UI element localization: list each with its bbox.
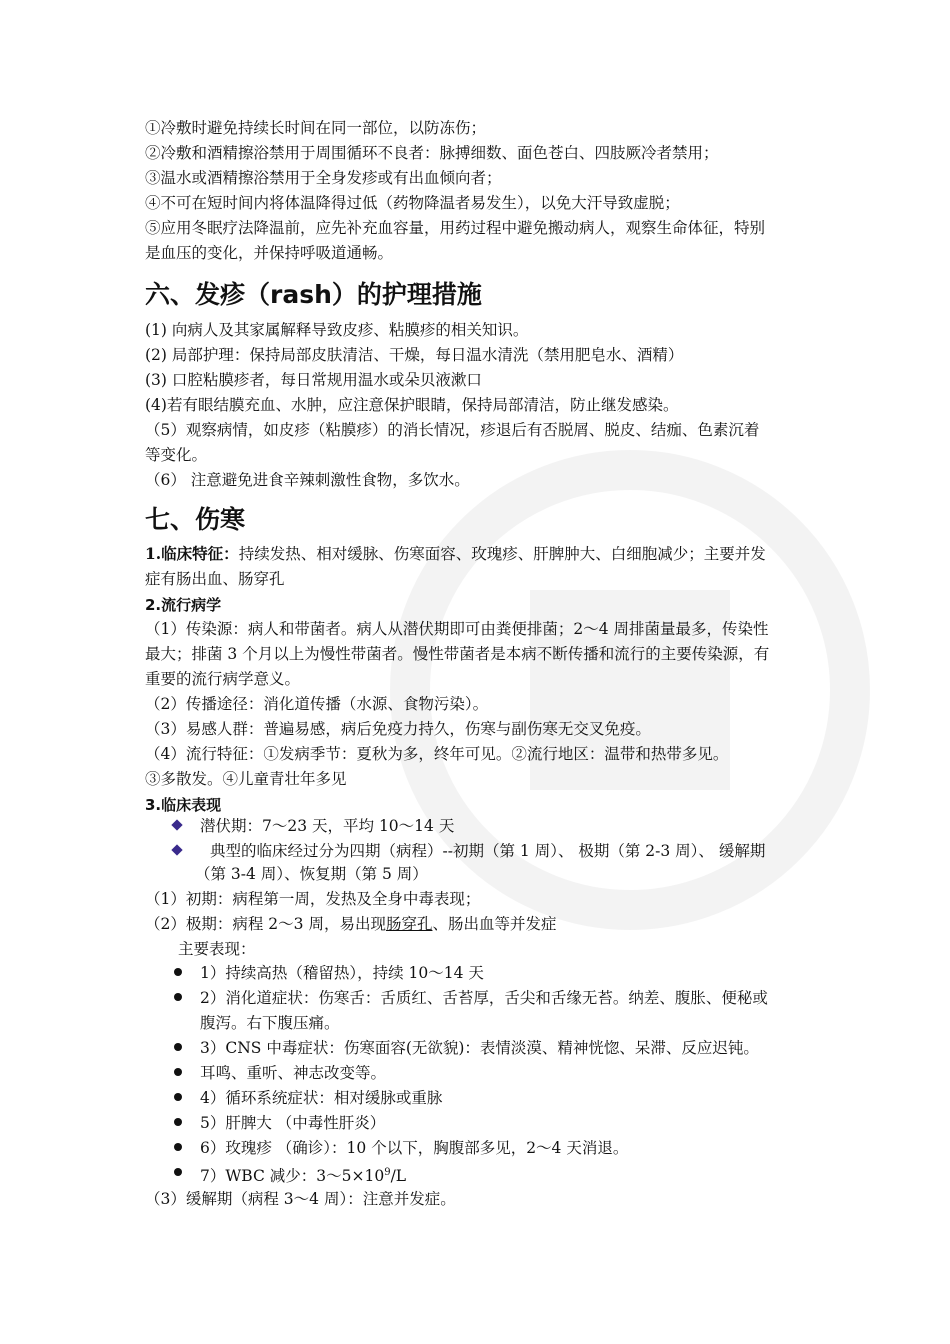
intro-line-4: ④不可在短时间内将体温降得过低（药物降温者易发生），以免大汗导致虚脱； [145, 194, 680, 212]
diamond-item-1: 潜伏期：7～23 天，平均 10～14 天 [200, 817, 455, 835]
bullet-dot-icon [174, 1118, 182, 1126]
intro-line-2: ②冷敷和酒精擦浴禁用于周围循环不良者：脉搏细数、面色苍白、四肢厥冷者禁用； [145, 144, 719, 162]
bullet-item-7: 6）玫瑰疹 （确诊）：10 个以下，胸腹部多见，2～4 天消退。 [200, 1139, 629, 1157]
epidemiology-line-6: （4）流行特征：①发病季节：夏秋为多，终年可见。②流行地区：温带和热带多见。 [145, 745, 729, 763]
wbc-text: 7）WBC 减少：3～5×10 [200, 1167, 385, 1186]
bullet-item-4: 耳鸣、重听、神志改变等。 [200, 1064, 387, 1082]
epidemiology-line-3: 重要的流行病学意义。 [145, 670, 301, 688]
bullet-item-3: 3）CNS 中毒症状：伤寒面容(无欲貌)：表情淡漠、精神恍惚、呆滞、反应迟钝。 [200, 1039, 759, 1057]
section6-line-6: 等变化。 [145, 446, 208, 464]
bullet-dot-icon [174, 1068, 182, 1076]
bullet-dot-icon [174, 968, 182, 976]
intro-line-1: ①冷敷时避免持续长时间在同一部位，以防冻伤； [145, 119, 487, 137]
clinical-features-line-2: 症有肠出血、肠穿孔 [145, 570, 285, 588]
section6-line-5: （5）观察病情，如皮疹（粘膜疹）的消长情况，疹退后有否脱屑、脱皮、结痂、色素沉着 [145, 421, 760, 439]
wbc-unit: /L [390, 1167, 407, 1186]
bullet-item-6: 5）肝脾大 （中毒性肝炎） [200, 1114, 386, 1132]
watermark-logo [380, 440, 880, 940]
intro-line-3: ③温水或酒精擦浴禁用于全身发疹或有出血倾向者； [145, 169, 502, 187]
section6-title: 六、发疹（rash）的护理措施 [145, 280, 482, 309]
epidemiology-line-4: （2）传播途径：消化道传播（水源、食物污染）。 [145, 695, 489, 713]
section6-line-2: (2) 局部护理：保持局部皮肤清洁、干燥，每日温水清洗（禁用肥皂水、酒精） [145, 346, 684, 364]
clinical-features-text: 持续发热、相对缓脉、伤寒面容、玫瑰疹、肝脾肿大、白细胞减少；主要并发 [238, 545, 766, 563]
stage-initial: （1）初期：病程第一周，发热及全身中毒表现； [145, 890, 481, 908]
stage-peak-underlined: 肠穿孔 [385, 915, 433, 933]
section6-line-7: （6） 注意避免进食辛辣刺激性食物，多饮水。 [145, 471, 470, 489]
section6-line-1: (1) 向病人及其家属解释导致皮疹、粘膜疹的相关知识。 [145, 321, 529, 339]
intro-line-5: ⑤应用冬眠疗法降温前，应先补充血容量，用药过程中避免搬动病人，观察生命体征，特别 [145, 219, 766, 237]
bullet-dot-icon [174, 1043, 182, 1051]
bullet-item-5: 4）循环系统症状：相对缓脉或重脉 [200, 1089, 443, 1107]
bullet-dot-icon [174, 1143, 182, 1151]
clinical-manifestation-heading: 3.临床表现 [145, 796, 222, 814]
epidemiology-line-7: ③多散发。④儿童青壮年多见 [145, 770, 347, 788]
epidemiology-line-2: 最大；排菌 3 个月以上为慢性带菌者。慢性带菌者是本病不断传播和流行的主要传染源，有 [145, 645, 770, 663]
bullet-dot-icon [174, 1168, 182, 1176]
stage-peak-text-end: 、肠出血等并发症 [432, 915, 557, 933]
stage-remission: （3）缓解期（病程 3～4 周）：注意并发症。 [145, 1190, 456, 1208]
clinical-features-line-1 [145, 542, 766, 566]
stage-peak-text: （2）极期：病程 2～3 周，易出现 [145, 915, 386, 933]
section6-line-3: (3) 口腔粘膜疹者，每日常规用温水或朵贝液漱口 [145, 371, 482, 389]
bullet-item-8 [200, 1161, 406, 1188]
bullet-item-1: 1）持续高热（稽留热），持续 10～14 天 [200, 964, 484, 982]
diamond-item-2-cont: （第 3-4 周）、恢复期（第 5 周） [195, 865, 428, 883]
diamond-bullet-icon [171, 844, 182, 855]
stage-peak [145, 912, 556, 936]
intro-line-6: 是血压的变化，并保持呼吸道通畅。 [145, 244, 394, 262]
section6-line-4: (4)若有眼结膜充血、水肿，应注意保护眼睛，保持局部清洁，防止继发感染。 [145, 396, 679, 414]
bullet-dot-icon [174, 1093, 182, 1101]
epidemiology-heading: 2.流行病学 [145, 596, 222, 614]
main-manifestation-label: 主要表现： [178, 940, 256, 958]
epidemiology-line-1: （1）传染源：病人和带菌者。病人从潜伏期即可由粪便排菌；2～4 周排菌量最多，传染性 [145, 620, 769, 638]
diamond-item-2: 典型的临床经过分为四期（病程）--初期（第 1 周）、 极期（第 2-3 周）、 缓解期 [210, 842, 766, 860]
bullet-dot-icon [174, 993, 182, 1001]
bullet-item-2: 2）消化道症状：伤寒舌：舌质红、舌苔厚，舌尖和舌缘无苔。纳差、腹胀、便秘或 [200, 989, 768, 1007]
wbc-exponent: 9 [384, 1167, 391, 1178]
diamond-bullet-icon [171, 819, 182, 830]
clinical-features-label: 1.临床特征： [145, 544, 239, 563]
section7-title: 七、伤寒 [145, 505, 246, 534]
bullet-item-2-cont: 腹泻。右下腹压痛。 [200, 1014, 340, 1032]
epidemiology-line-5: （3）易感人群：普遍易感，病后免疫力持久，伤寒与副伤寒无交叉免疫。 [145, 720, 651, 738]
